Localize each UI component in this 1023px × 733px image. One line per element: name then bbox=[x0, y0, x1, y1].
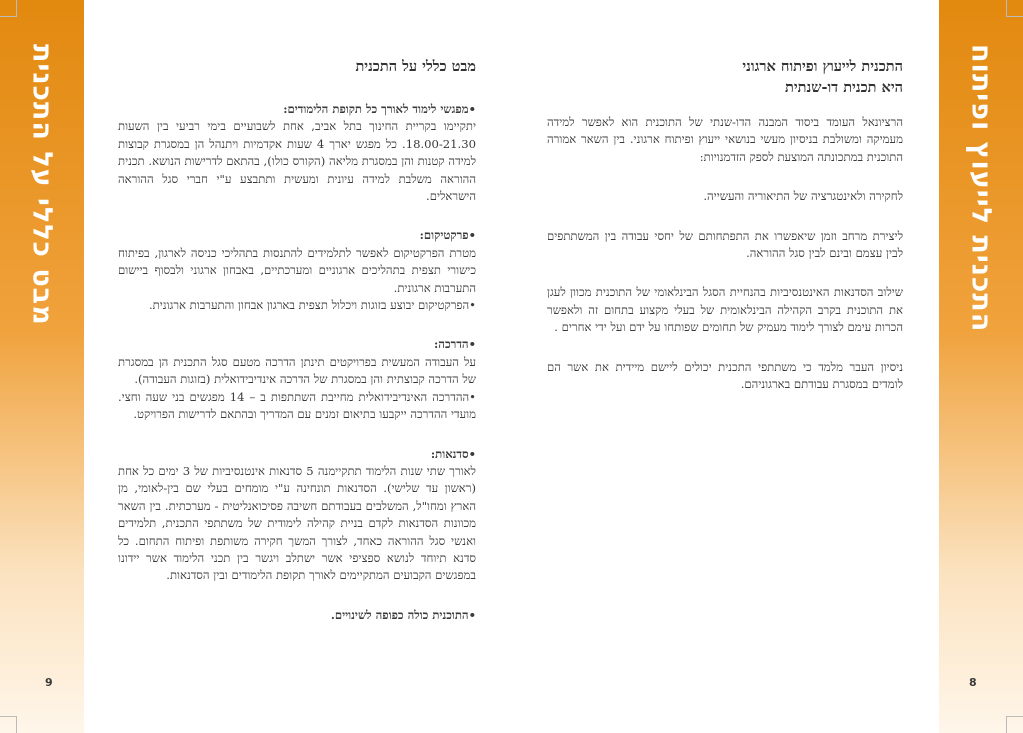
section-title: •פרקטיקום: bbox=[419, 228, 476, 243]
crop-mark bbox=[1006, 0, 1023, 17]
page-number-right: 8 bbox=[969, 676, 977, 689]
section-paragraph: על העבודה המעשית בפרויקטים תינתן הדרכה מטעם סגל התכנית הן במסגרת של הדרכה קבוצתית והן במסגרת של הדרכה אינדיבידואלית (בזוגות העבודה). bbox=[118, 354, 476, 387]
section-paragraph: •ההדרכה האינדיבידואלית מחייבת השתתפות ב – 14 מפגשים בני שעה וחצי. מועדי ההדרכה ייקבעו בתיאום זמנים עם המדריך ובהתאם לדרישות הפרויקט. bbox=[118, 389, 476, 422]
paragraph-integration: לחקירה ולאינטגרציה של התיאוריה והעשייה. bbox=[703, 189, 903, 204]
paragraph-space-time: ליצירת מרחב וזמן שיאפשרו את התפתחותם של יחסי עבודה בין המשתתפים לבין עצמם ובינם לבין סגל ההוראה. bbox=[547, 228, 903, 261]
right-band-title: התכנית לייעוץ ופיתוח bbox=[965, 44, 997, 333]
right-page-heading bbox=[547, 56, 903, 98]
left-band-title: מבט כללי על התכנית bbox=[26, 44, 58, 326]
heading-line-1: התכנית לייעוץ ופיתוח ארגוני bbox=[742, 58, 903, 75]
section-paragraph: •הפרקטיקום יבוצע בזוגות ויכלול תצפית בארגון אבחון והתערבות ארגונית. bbox=[148, 298, 476, 313]
crop-mark bbox=[1006, 716, 1023, 733]
paragraph-workshops: שילוב הסדנאות האינטנסיביות בהנחיית הסגל הבינלאומי של התוכנית מכוון לעגן את התוכנית בקרב הקהילה הבינלאומית של בעלי מקצוע בתחום זה ולאפשר הכרות עימם לצורך לימוד מעמיק של תחומים שפותחו על ידם ועל ידי אחרים . bbox=[547, 285, 903, 335]
crop-mark bbox=[0, 716, 17, 733]
paragraph-rationale: הרציונאל העומד ביסוד המבנה הדו-שנתי של התוכנית הוא לאפשר למידה מעמיקה ומשולבת בניסיון מעשי בנושאי ייעוץ ופיתוח ארגוני. בין השאר אמורה התוכנית במתכונתה המוצעת לספק הזדמנויות: bbox=[547, 115, 903, 164]
section-guidance bbox=[118, 336, 476, 423]
left-page-column bbox=[118, 56, 476, 646]
crop-mark bbox=[0, 0, 17, 17]
left-page-heading: מבט כללי על התכנית bbox=[355, 58, 476, 75]
section-workshops bbox=[118, 446, 476, 585]
section-title: •מפגשי לימוד לאורך כל תקופת הלימודים: bbox=[283, 102, 476, 116]
heading-line-2: היא תכנית דו-שנתית bbox=[784, 79, 903, 96]
page-number-left: 9 bbox=[45, 676, 53, 689]
section-subject-to-change bbox=[118, 607, 476, 624]
paragraph-experience: ניסיון העבר מלמד כי משתתפי התכנית יכולים ליישם מיידית את אשר הם לומדים במסגרת עבודתם בארגוניהם. bbox=[547, 359, 903, 392]
right-side-band bbox=[939, 0, 1023, 733]
section-practicum bbox=[118, 227, 476, 314]
section-paragraph: מטרת הפרקטיקום לאפשר לתלמידים להתנסות בתהליכי כניסה לארגון, בפיתוח כישורי תצפית בתהליכים ארגוניים ומערכתיים, באבחון ארגוני ולבסוף ביישום התערבות ארגונית. bbox=[118, 245, 476, 295]
section-study-meetings bbox=[118, 101, 476, 205]
section-paragraph: יתקיימו בקריית החינוך בתל אביב, אחת לשבועיים בימי רביעי בין השעות 18.00-21.30. כל מפגש יארך 4 שעות אקדמיות ויתנהל הן במסגרת קבוצות למידה קטנות והן במסגרת מליאה (הקורס כולו), בהתאם לדרישות הנושא. תכנית ההוראה משלבת למידה עיונית ומעשית ותתבצע ע"י חברי סגל ההוראה הישראלים. bbox=[118, 119, 476, 204]
right-page-column bbox=[547, 56, 903, 415]
section-title: •התוכנית כולה כפופה לשינויים. bbox=[330, 607, 476, 622]
section-paragraph: לאורך שתי שנות הלימוד תתקיימנה 5 סדנאות אינטנסיביות של 3 ימים כל אחת (ראשון עד שלישי). הסדנאות תונחינה ע"י מומחים בעלי שם בין-לאומי, מן הארץ ומחו"ל, המשלבים בעבודתם חשיבה פסיכואנליטית - מערכתית. בין השאר מכוונות הסדנאות לקדם בניית קהילה לימודית של משתתפי התכנית, תלמידים ואנשי סגל ההוראה כאחד, לצורך המשך חקירה משותפת ופיתוח התחום. כל סדנא תיוחד לנושא ספציפי אשר ישתלב ויגשר בין תכני הלימוד אשר יידונו במפגשים הקבועים המתקיימים לאורך תקופת הלימודים ובין הסדנאות. bbox=[118, 463, 476, 583]
left-side-band bbox=[0, 0, 84, 733]
section-title: •הדרכה: bbox=[434, 337, 476, 352]
section-title: •סדנאות: bbox=[430, 446, 476, 461]
